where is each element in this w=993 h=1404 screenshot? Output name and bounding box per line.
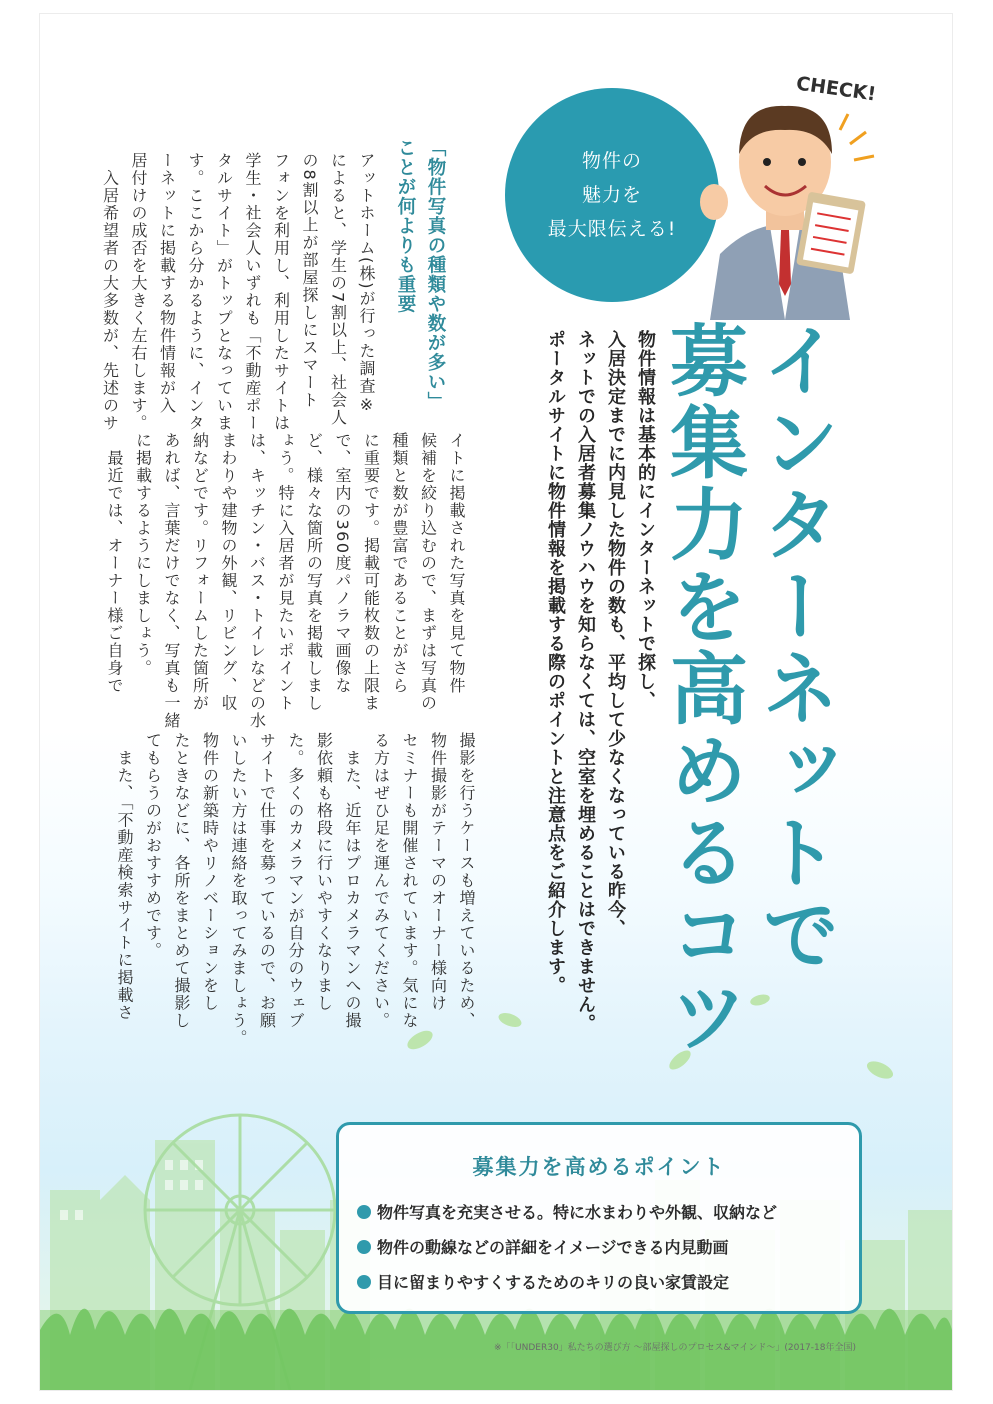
badge-line-3: 最大限伝える! — [547, 218, 677, 240]
page-title: インターネットで 募集力を高めるコツ — [657, 320, 839, 1058]
point-text: 目に留まりやすくするためのキリの良い家賃設定 — [377, 1273, 730, 1292]
point-text: 物件写真を充実させる。特に水まわりや外観、収納など — [377, 1203, 778, 1222]
badge-circle — [505, 88, 719, 302]
footnote: ※「「UNDER30」私たちの選び方 ～部屋探しのプロセス&マインド～」(2017-18年全国) — [493, 1343, 856, 1353]
body-column-bottom: 撮影を行うケースも増えているため、 物件撮影がテーマのオーナー様向け セミナーも開催されています。気にな る方はぜひ足を運んでみてください。 また、近年はプロカメラマンへの撮 影依頼も格段に行いやすくなりまし た。多くのカメラマンが自分のウェブ サイトで仕事を募っているので、お願 いしたい方は連絡を取ってみましょう。 物件の新築時やリノベーションをし たときなどに、各所をまとめて撮影し てもらうのがおすすめです。 また、「不動産検索サイトに掲載さ — [115, 732, 476, 1047]
body-column-top: アットホーム(株)が行った調査※ によると、学生の7割以上、社会人 の8割以上が部屋探しにスマート フォンを利用し、利用したサイトは 学生・社会人いずれも「不動産ポー タルサイト」がトップとなっていま す。ここから分かるように、インタ ーネットに掲載する物件情報が入 居付けの成否を大きく左右します。 入居希望者の大多数が、先述のサ — [100, 152, 376, 432]
list-item — [357, 1195, 777, 1230]
bullet-icon — [357, 1275, 371, 1289]
point-text: 物件の動線などの詳細をイメージできる内見動画 — [377, 1238, 729, 1257]
bullet-icon — [357, 1205, 371, 1219]
list-item — [357, 1230, 777, 1265]
points-list — [357, 1195, 777, 1300]
points-box — [336, 1122, 862, 1314]
bullet-icon — [357, 1240, 371, 1254]
check-label: CHECK! — [794, 72, 878, 106]
badge-line-2: 魅力を — [581, 184, 642, 206]
body-column-middle: イトに掲載された写真を見て物件 候補を絞り込むので、まずは写真の 種類と数が豊富であることがさら に重要です。掲載可能枚数の上限ま で、室内の360度パノラマ画像な ど、様々な箇所の写真を掲載しまし ょう。特に入居者が見たいポイント は、キッチン・バス・トイレなどの水 まわりや建物の外観、リビング、収 納などです。リフォームした箇所が あれば、言葉だけでなく、写真も一緒 に掲載するようにしましょう。 最近では、オーナー様ご自身で — [105, 432, 466, 730]
badge-line-1: 物件の — [581, 150, 642, 172]
list-item — [357, 1265, 777, 1300]
points-title: 募集力を高めるポイント — [472, 1155, 726, 1179]
lead-paragraph: 物件情報は基本的にインターネットで探し、 入居決定までに内見した物件の数も、平均して少なくなっている昨今、 ネットでの入居者募集ノウハウを知らなくては、空室を埋めることはできません。 ポータルサイトに物件情報を掲載する際のポイントと注意点をご紹介します。 — [545, 330, 656, 1033]
section-heading: 「物件写真の種類や数が多い」 ことが何よりも重要 — [395, 138, 446, 411]
businessman-mascot-icon — [690, 84, 880, 320]
